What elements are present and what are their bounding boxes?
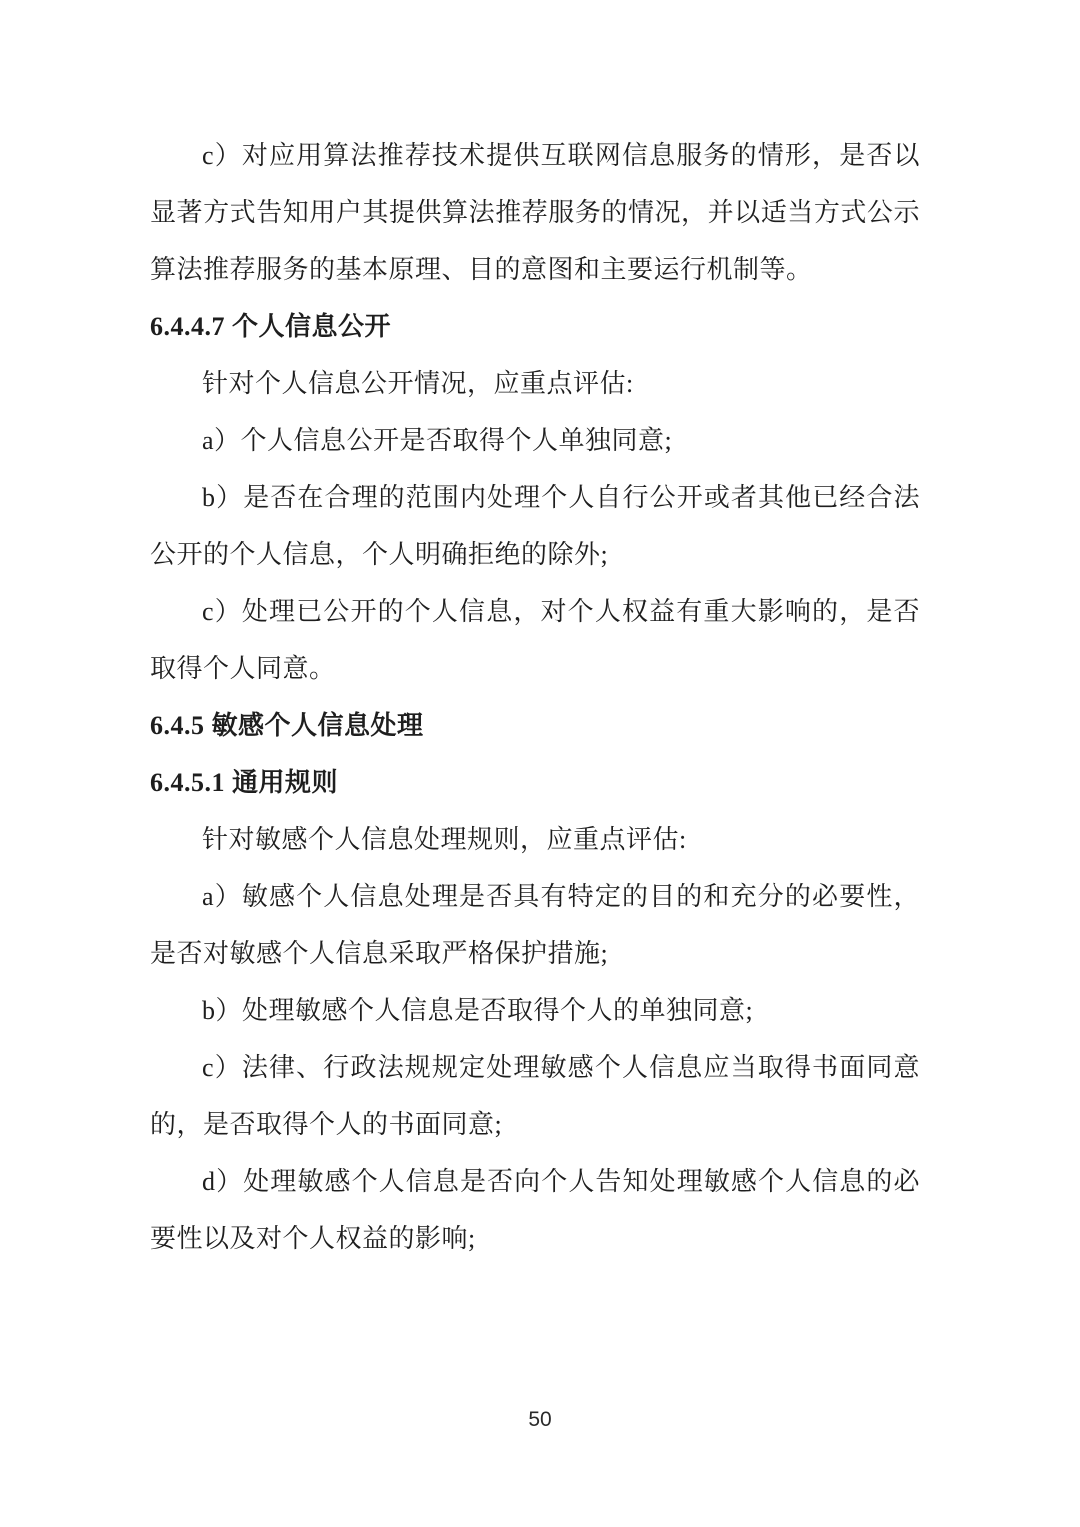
list-item-c: c）处理已公开的个人信息，对个人权益有重大影响的，是否取得个人同意。	[150, 597, 920, 683]
list-item-d: d）处理敏感个人信息是否向个人告知处理敏感个人信息的必要性以及对个人权益的影响;	[150, 1167, 920, 1253]
page-number: 50	[528, 1408, 552, 1431]
body-paragraph: 针对个人信息公开情况，应重点评估:	[202, 369, 634, 398]
list-item-b: b）是否在合理的范围内处理个人自行公开或者其他已经合法公开的个人信息，个人明确拒绝的除外;	[150, 483, 920, 569]
document-body	[150, 127, 920, 1267]
section-heading: 6.4.5.1 通用规则	[150, 768, 339, 797]
list-item-a: a）个人信息公开是否取得个人单独同意;	[202, 426, 673, 455]
list-item-b: b）处理敏感个人信息是否取得个人的单独同意;	[202, 996, 754, 1025]
list-item-c: c）法律、行政法规规定处理敏感个人信息应当取得书面同意的，是否取得个人的书面同意;	[150, 1053, 920, 1139]
section-heading: 6.4.5 敏感个人信息处理	[150, 711, 424, 740]
body-paragraph: 针对敏感个人信息处理规则，应重点评估:	[202, 825, 687, 854]
body-paragraph: c）对应用算法推荐技术提供互联网信息服务的情形，是否以显著方式告知用户其提供算法推荐服务的情况，并以适当方式公示算法推荐服务的基本原理、目的意图和主要运行机制等。	[150, 141, 920, 284]
page-footer	[0, 1408, 1080, 1432]
list-item-a: a）敏感个人信息处理是否具有特定的目的和充分的必要性，是否对敏感个人信息采取严格保护措施;	[150, 882, 920, 968]
section-heading: 6.4.4.7 个人信息公开	[150, 312, 392, 341]
